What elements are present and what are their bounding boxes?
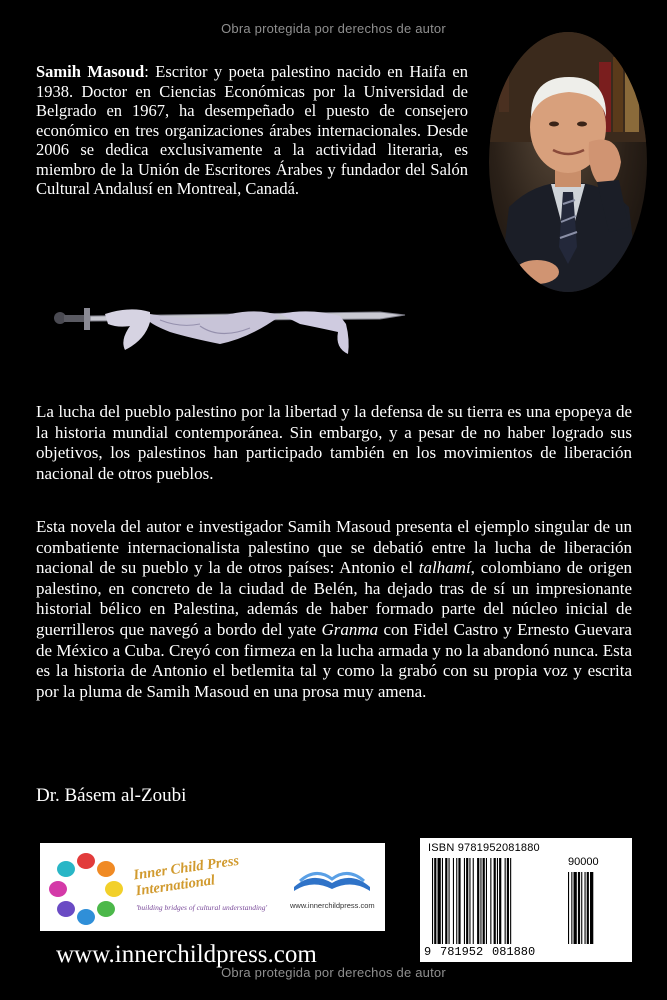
author-bio (36, 62, 468, 199)
barcode-digit-first: 9 (424, 945, 432, 959)
publisher-name: Inner Child Press International (132, 852, 241, 900)
barcode-digits-left: 781952 (440, 945, 484, 959)
barcode-digits-right: 081880 (492, 945, 536, 959)
isbn-number: ISBN 9781952081880 (428, 842, 540, 854)
hands-circle-icon (46, 849, 126, 927)
publisher-website: www.innerchildpress.com (56, 941, 317, 968)
author-portrait (489, 32, 647, 292)
author-bio-text: : Escritor y poeta palestino nacido en Haifa en 1938. Doctor en Ciencias Económicas por la Universidad de Belgrado en 1967, ha desempeñado el puesto de consejero económico en tres organizaciones árabes internacionales. Desde 2006 se dedica exclusivamente a la actividad literaria, es miembro de la Unión de Escritores Árabes y fundador del Salón Cultural Andalusí en Montreal, Canadá. (36, 62, 468, 198)
barcode-box (420, 838, 632, 962)
paragraph-1: La lucha del pueblo palestino por la libertad y la defensa de su tierra es una epopeya de la historia mundial contemporánea. Sin embargo, y a pesar de no haber logrado sus objetivos, los palestinos han participado también en los movimientos de liberación nacional de otros pueblos. (36, 402, 632, 483)
author-name: Samih Masoud (36, 62, 145, 81)
copyright-watermark-top: Obra protegida por derechos de autor (221, 21, 446, 36)
publisher-logo-box (40, 843, 385, 931)
signature: Dr. Básem al-Zoubi (36, 785, 187, 806)
talhami-italic: talhamí (418, 558, 471, 578)
barcode-icon (420, 838, 632, 962)
copyright-watermark-bottom: Obra protegida por derechos de autor (221, 965, 446, 980)
paragraph-2-part2: , colombiano de origen palestino, en concreto de la ciudad de Belén, ha dejado tras de sí un impresionante historial bélico en Palestina, además de haber formado parte del núcleo inicial de guerrilleros que navegó a bordo del yate (36, 558, 632, 639)
paragraph-2-part1: Esta novela del autor e investigador Samih Masoud presenta el ejemplo singular de un combatiente internacionalista palestino que se debatió entre la lucha de liberación nacional de su pueblo y la de otros países: Antonio el (36, 517, 632, 578)
sword-illustration (50, 298, 410, 360)
publisher-url-small: www.innerchildpress.com (290, 901, 375, 910)
publisher-tagline: 'building bridges of cultural understanding' (136, 903, 268, 912)
price-code: 90000 (568, 856, 599, 868)
open-book-icon (290, 857, 374, 897)
granma-italic: Granma (321, 619, 379, 639)
paragraph-2-part3: con Fidel Castro y Ernesto Guevara de México a Cuba. Creyó con firmeza en la lucha armada y no la abandonó nunca. Esta es la historia de Antonio el betlemita tal y como la grabó con su propia voz y escrita por la pluma de Samih Masoud en una prosa muy amena. (36, 619, 632, 701)
paragraph-2 (36, 517, 632, 702)
